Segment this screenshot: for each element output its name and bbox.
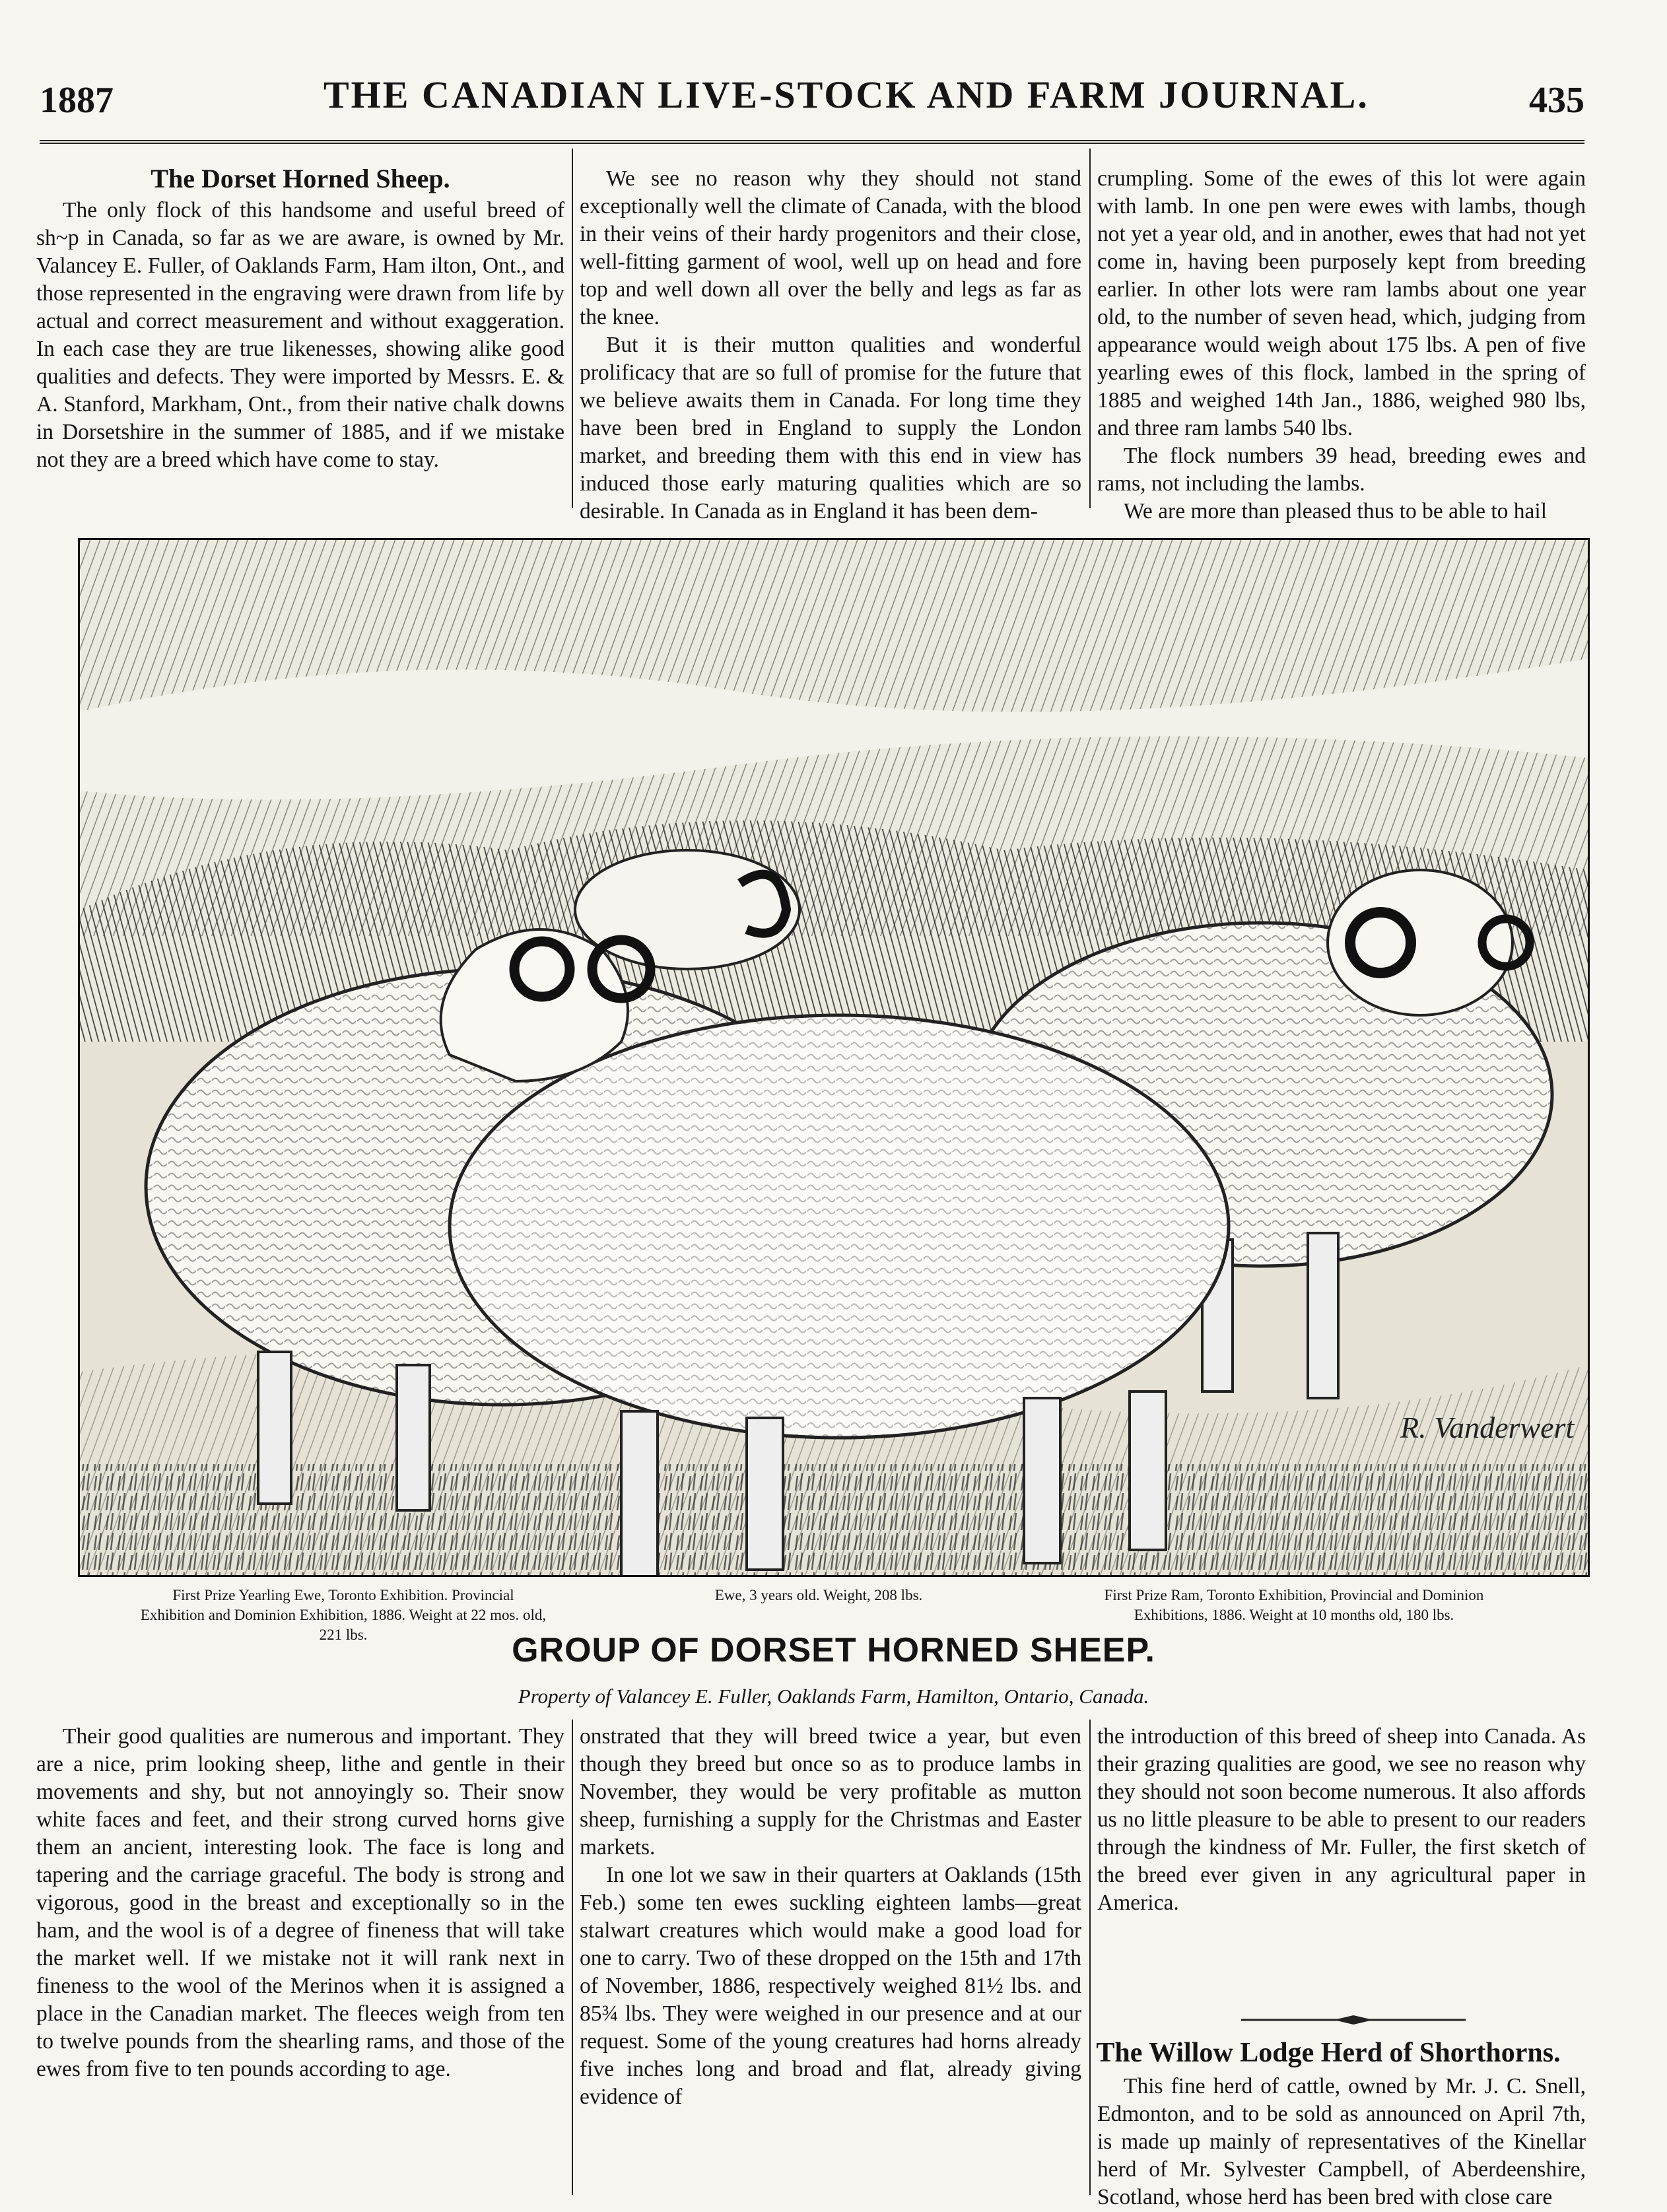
engraving-drawing (80, 540, 1588, 1575)
figure-subtitle: Property of Valancey E. Fuller, Oaklands Farm, Hamilton, Ontario, Canada. (518, 1685, 1149, 1708)
header-rule (40, 140, 1584, 144)
article-paragraph: The flock numbers 39 head, breeding ewes and rams, not including the lambs. (1097, 444, 1586, 496)
article-willow-lodge (1097, 2073, 1586, 2211)
caption-center: Ewe, 3 years old. Weight, 208 lbs. (714, 1587, 923, 1603)
column-rule (1089, 1720, 1091, 2195)
article-paragraph: the introduction of this breed of sheep into Canada. As their grazing qualities are good, we see no reason why they should not soon become numerous. It also affords us no little pleasure to be able to present to our readers through the kindness of Mr. Fuller, the first sketch of the breed ever given in any agricultural paper in America. (1097, 1724, 1586, 1915)
article-dorset-cont-col3 (1097, 1723, 1586, 1917)
article-paragraph: onstrated that they will breed twice a year, but even though they breed but once so as to produce lambs in November, they would be very profitable as mutton sheep, furnishing a supply for the Christmas and Easter markets. (580, 1724, 1081, 1860)
article-paragraph: In one lot we saw in their quarters at Oaklands (15th Feb.) some ten ewes suckling eighteen lambs—great stalwart creatures which would make a good load for one to carry. Two of these dropped on the 15th and 17th of November, 1886, respectively weighed 81½ lbs. and 85¾ lbs. They were weighed in our presence and at our request. Some of the young creatures had horns already five inches long and broad and flat, already giving evidence of (580, 1863, 1081, 2109)
article-paragraph: But it is their mutton qualities and wonderful prolificacy that are so full of promise for the future that we believe awaits them in Canada. For long time they have been bred in England to supply the London market, and breeding them with this end in view has induced those early maturing qualities which are so desirable. In Canada as in England it has been dem- (580, 333, 1081, 523)
article-dorset-col2 (580, 165, 1081, 525)
caption-left: First Prize Yearling Ewe, Toronto Exhibition. Provincial Exhibition and Dominion Exhibition, 1886. Weight at 22 mos. old, 221 lbs. (140, 1587, 547, 1643)
column-rule (572, 1720, 573, 2195)
article-paragraph: We see no reason why they should not stand exceptionally well the climate of Canada, with the blood in their veins of their hardy progenitors and their close, well-fitting garment of wool, well up on head and fore top and well down all over the belly and legs as far as the knee. (580, 166, 1081, 329)
issue-year: 1887 (40, 80, 114, 121)
article-heading-willow-lodge: The Willow Lodge Herd of Shorthorns. (1096, 2038, 1561, 2068)
section-divider-ornament (1241, 2013, 1466, 2027)
article-paragraph: We are more than pleased thus to be able to hail (1124, 499, 1548, 523)
figure-title: GROUP OF DORSET HORNED SHEEP. (512, 1631, 1155, 1669)
column-rule (572, 149, 573, 508)
artist-signature: R. Vanderwert (1400, 1411, 1575, 1444)
article-dorset-cont-col1 (36, 1723, 564, 2083)
article-paragraph: Their good qualities are numerous and important. They are a nice, prim looking sheep, lithe and gentle in their movements and shy, but not annoyingly so. Their snow white faces and feet, and their strong curved horns give them an ancient, interesting look. The face is long and tapering and the carriage graceful. The body is strong and vigorous, good in the breast and exceptionally so in the ham, and the wool is of a degree of fineness that will take the market well. If we mistake not it will rank next in fineness to the wool of the Merinos when it is assigned a place in the Canadian market. The fleeces weigh from ten to twelve pounds from the shearling rams, and those of the ewes from five to ten pounds according to age. (36, 1724, 564, 2081)
article-heading: The Dorset Horned Sheep. (151, 164, 450, 193)
article-paragraph: This fine herd of cattle, owned by Mr. J. C. Snell, Edmonton, and to be sold as announced on April 7th, is made up mainly of representatives of the Kinellar herd of Mr. Sylvester Campbell, of Aberdeenshire, Scotland, whose herd has been bred with close care (1097, 2074, 1586, 2209)
engraving-sheep-group (78, 538, 1590, 1577)
column-rule (1089, 149, 1091, 508)
page-number: 435 (1529, 80, 1584, 121)
article-dorset-col1 (36, 165, 564, 474)
article-dorset-cont-col2 (580, 1723, 1081, 2111)
article-paragraph: crumpling. Some of the ewes of this lot were again with lamb. In one pen were ewes with lambs, though not yet a year old, and in another, ewes that had not yet come in, having been purposely kept from breeding earlier. In other lots were ram lambs about one year old, to the number of seven head, which, judging from appearance would weigh about 175 lbs. A pen of five yearling ewes of this flock, lambed in the spring of 1885 and weighed 14th Jan., 1886, weighed 980 lbs, and three ram lambs 540 lbs. (1097, 166, 1586, 440)
page-header (40, 73, 1584, 139)
journal-title: THE CANADIAN LIVE-STOCK AND FARM JOURNAL. (323, 73, 1369, 116)
caption-right: First Prize Ram, Toronto Exhibition, Provincial and Dominion Exhibitions, 1886. Weight at 10 months old, 180 lbs. (1104, 1587, 1484, 1623)
article-dorset-col3 (1097, 165, 1586, 525)
article-paragraph: The only flock of this handsome and useful breed of sh~p in Canada, so far as we are aware, is owned by Mr. Valancey E. Fuller, of Oaklands Farm, Ham ilton, Ont., and those represented in the engraving were drawn from life by actual and correct measurement and without exaggeration. In each case they are true likenesses, showing alike good qualities and defects. They were imported by Messrs. E. & A. Stanford, Markham, Ont., from their native chalk downs in Dorsetshire in the summer of 1885, and if we mistake not they are a breed which have come to stay. (36, 198, 564, 472)
